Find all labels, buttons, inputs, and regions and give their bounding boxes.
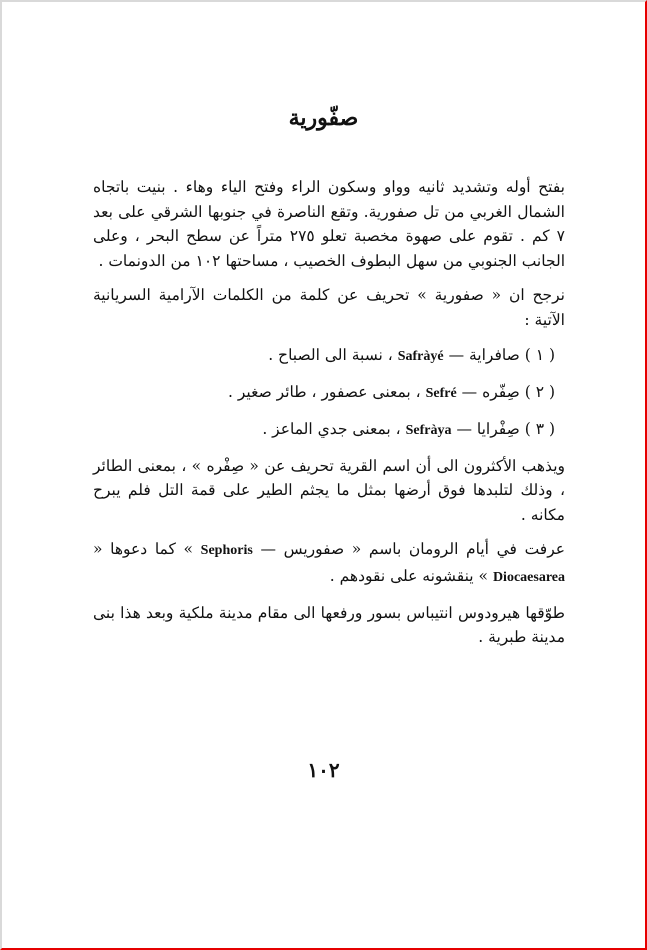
list-item [93,417,555,443]
list-item-arabic: صِفْرايا — [456,419,520,438]
paragraph-5: طوّقها هيرودوس انتيباس بسور ورفعها الى مقام مدينة ملكية وبعد هذا بنى مدينة طبرية . [93,603,565,647]
paragraph-3: ويذهب الأكثرون الى أن اسم القرية تحريف عن « صِفْره » ، بمعنى الطائر ، وذلك لتلبدها فوق أرضها بمثل ما يجثم الطير على قمة التل فلم يبرح مكانه . [93,456,565,524]
list-item-latin: Sefràya [405,422,452,438]
list-item-arabic: صافراية — [448,345,520,364]
paragraph-4-text-a: عرفت في أيام الرومان باسم « صفوريس — [252,540,566,559]
page-title: صفّورية [288,105,359,131]
list-item-number: ( ٣ ) [524,419,555,438]
latin-name-sephoris: Sephoris [200,543,253,559]
list-item [93,343,555,369]
list-item-arabic: صِفّره — [461,382,520,401]
list-item-meaning: ، بمعنى عصفور ، طائر صغير . [228,382,421,401]
paragraph-4-text-c: » ينقشونه على نقودهم . [329,566,493,585]
list-item-meaning: ، بمعنى جدي الماعز . [262,419,401,438]
word-list [93,343,565,443]
paragraph-4-text-b: » كما دعوها « [93,540,201,559]
article-body [93,175,565,660]
paragraph-1: بفتح أوله وتشديد ثانيه وواو وسكون الراء وفتح الياء وهاء . بنيت باتجاه الشمال الغربي من تل صفورية. وتقع الناصرة في جنوبها الشرقي على بعد ٧ كم . تقوم على صهوة مخصبة تعلو ٢٧٥ متراً عن سطح البحر ، وعلى الجانب الجنوبي من سهل البطوف الخصيب ، مساحتها ١٠٢ من الدونمات . [93,178,565,270]
paragraph-4 [93,537,565,590]
page-number: ١٠٢ [307,758,340,782]
list-item-latin: Sefré [425,385,457,401]
list-item-number: ( ٢ ) [524,382,555,401]
paragraph-2: نرجح ان « صفورية » تحريف عن كلمة من الكلمات الآرامية السريانية الآتية : [93,286,565,329]
list-item [93,380,555,406]
list-item-number: ( ١ ) [524,345,555,364]
latin-name-diocaesarea: Diocaesarea [492,569,565,585]
list-item-latin: Safràyé [397,348,444,364]
list-item-meaning: ، نسبة الى الصباح . [268,345,393,364]
